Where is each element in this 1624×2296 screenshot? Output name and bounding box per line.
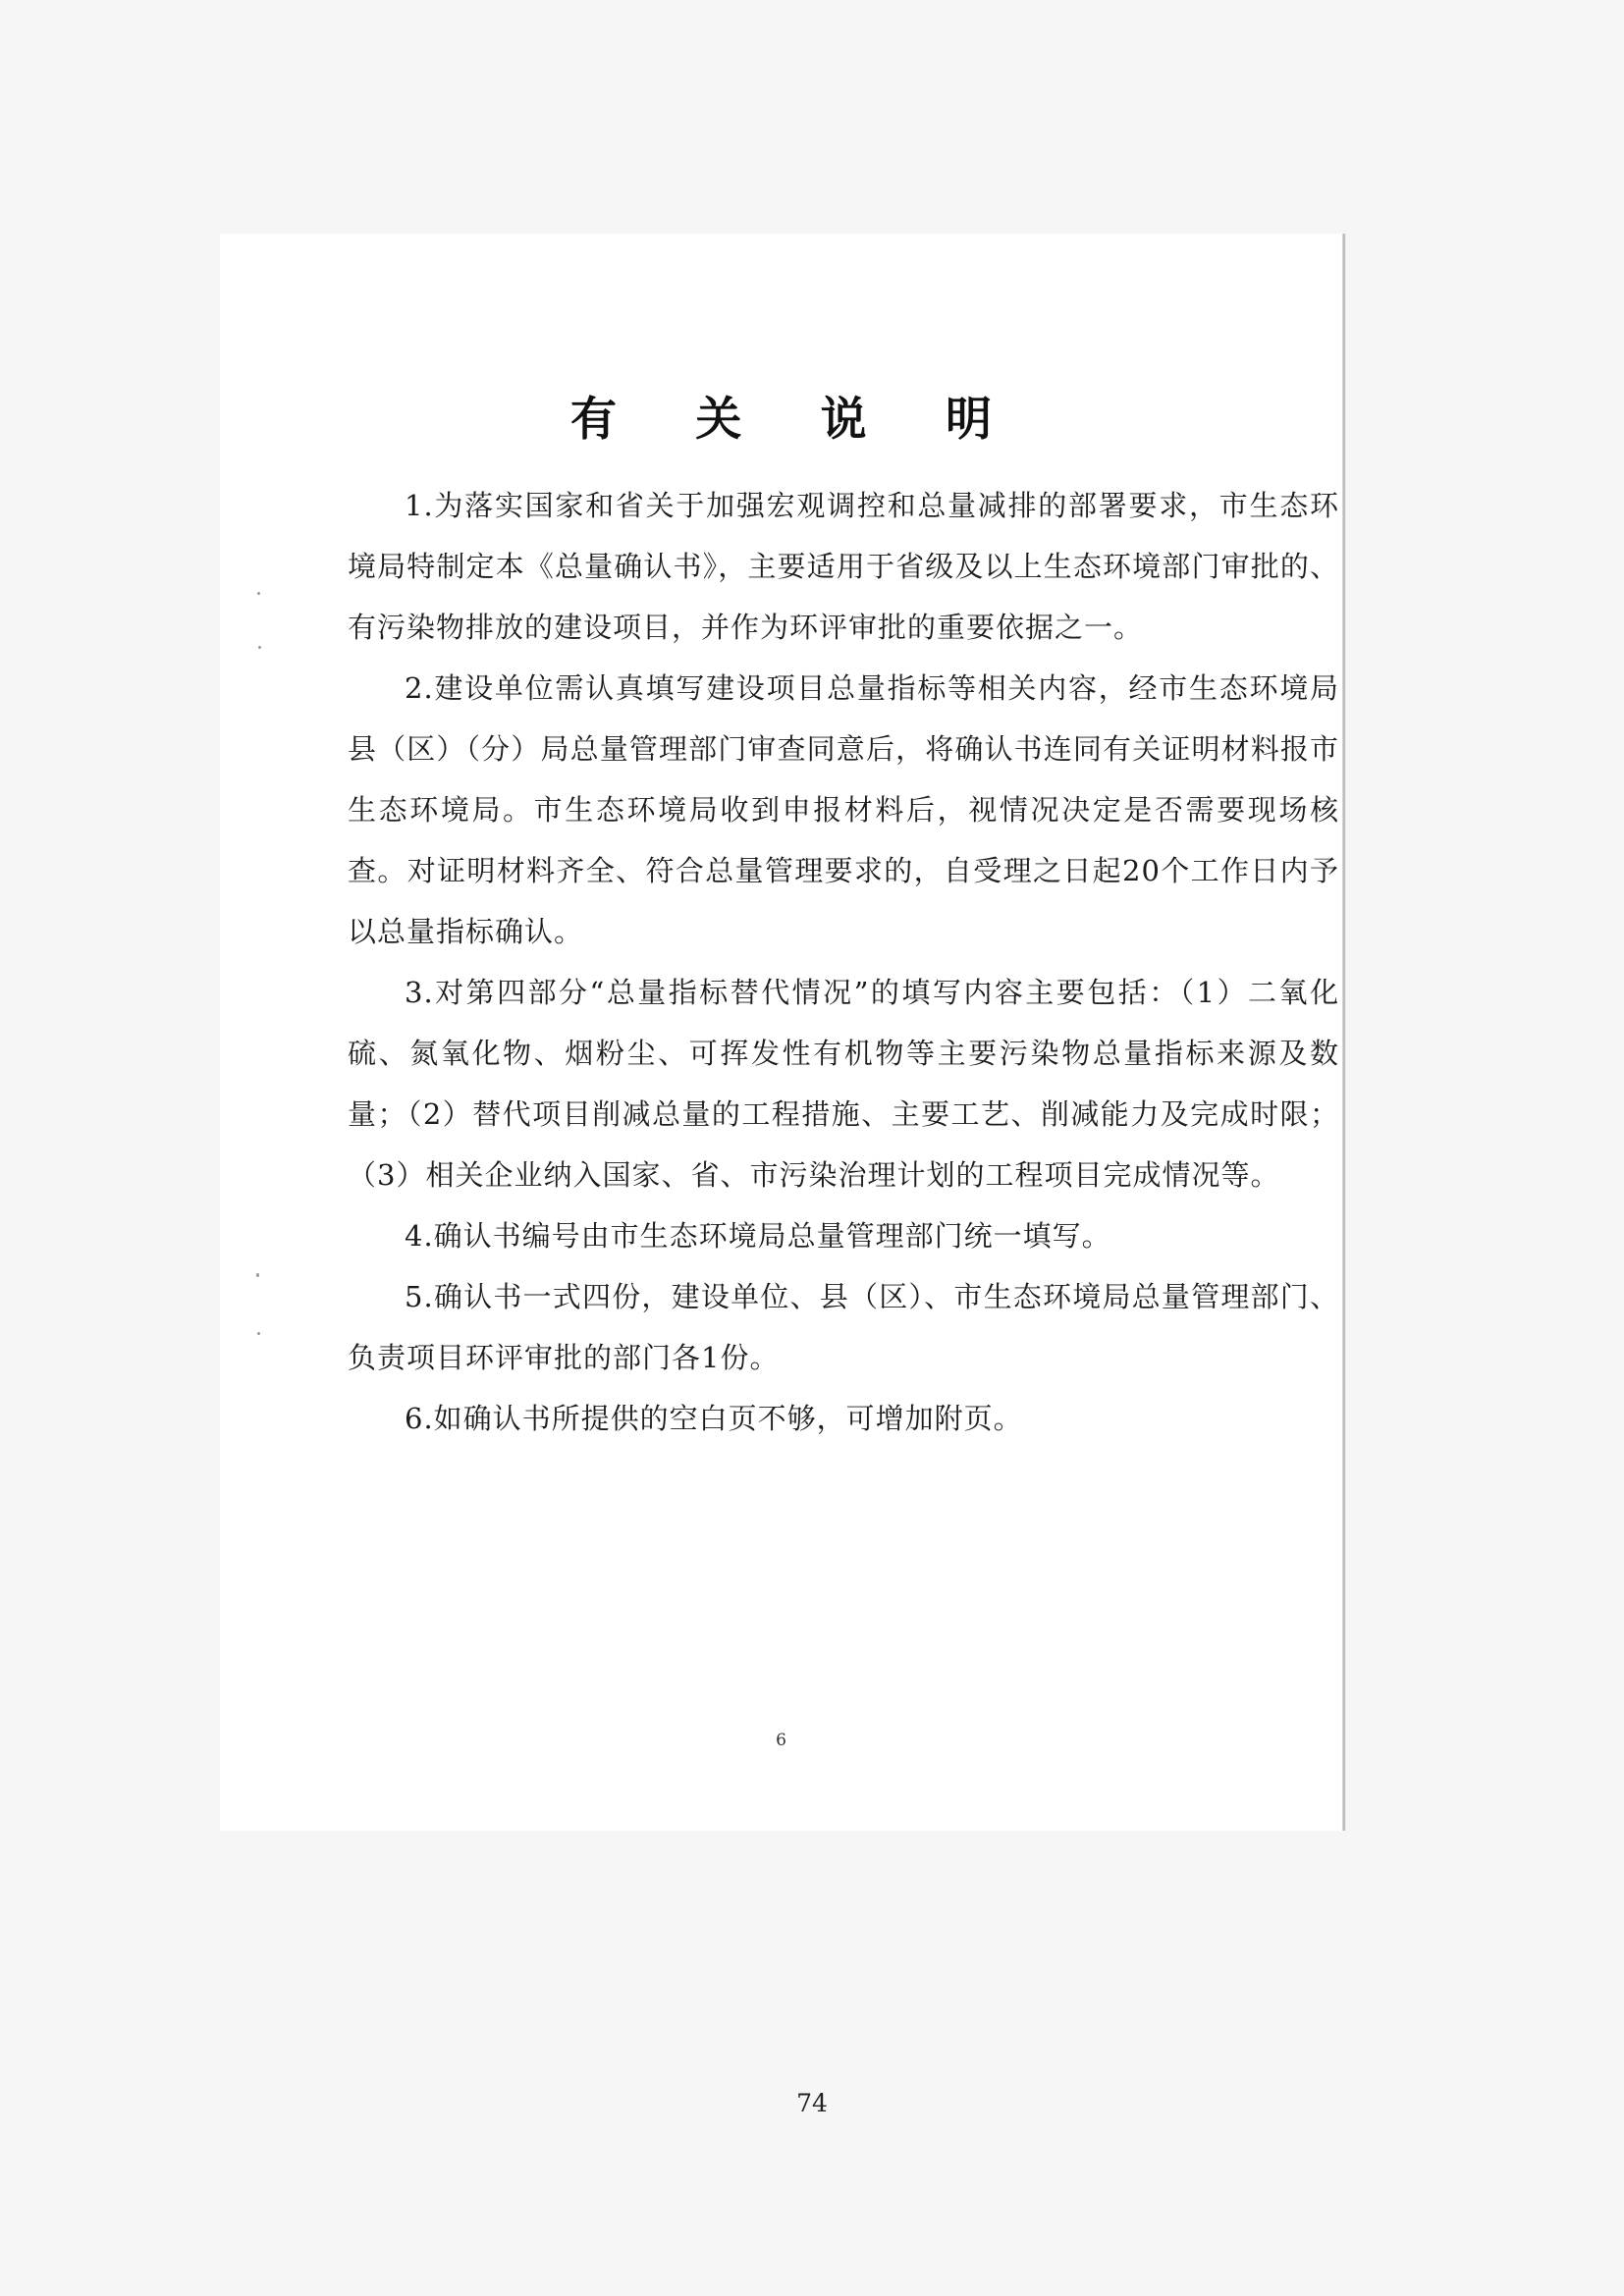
scanned-page <box>220 234 1342 1831</box>
paragraph-6: 6.如确认书所提供的空白页不够，可增加附页。 <box>405 1402 1023 1435</box>
page-title: 有 关 说 明 <box>569 393 1024 447</box>
scan-speck <box>257 1332 260 1335</box>
paragraph-3: 3.对第四部分“总量指标替代情况”的填写内容主要包括：（1）二氧化硫、氮氧化物、烟粉尘、可挥发性有机物等主要污染物总量指标来源及数量；（2）替代项目削减总量的工程措施、主要工艺、削减能力及完成时限；（3）相关企业纳入国家、省、市污染治理计划的工程项目完成情况等。 <box>348 976 1339 1192</box>
scan-speck <box>256 1273 259 1277</box>
paragraph-2: 2.建设单位需认真填写建设项目总量指标等相关内容，经市生态环境局县（区）（分）局总量管理部门审查同意后，将确认书连同有关证明材料报市生态环境局。市生态环境局收到申报材料后，视情况决定是否需要现场核查。对证明材料齐全、符合总量管理要求的，自受理之日起20个工作日内予以总量指标确认。 <box>348 671 1339 948</box>
paragraph-1: 1.为落实国家和省关于加强宏观调控和总量减排的部署要求，市生态环境局特制定本《总量确认书》，主要适用于省级及以上生态环境部门审批的、有污染物排放的建设项目，并作为环评审批的重要依据之一。 <box>348 489 1339 644</box>
outer-page-number: 74 <box>796 2089 828 2117</box>
paragraph-4: 4.确认书编号由市生态环境局总量管理部门统一填写。 <box>405 1219 1111 1253</box>
inner-page-number: 6 <box>776 1731 786 1750</box>
scan-speck <box>258 646 261 649</box>
scan-speck <box>257 592 260 595</box>
document-body <box>348 475 1339 1449</box>
paragraph-5: 5.确认书一式四份，建设单位、县（区）、市生态环境局总量管理部门、负责项目环评审批的部门各1份。 <box>348 1280 1339 1374</box>
